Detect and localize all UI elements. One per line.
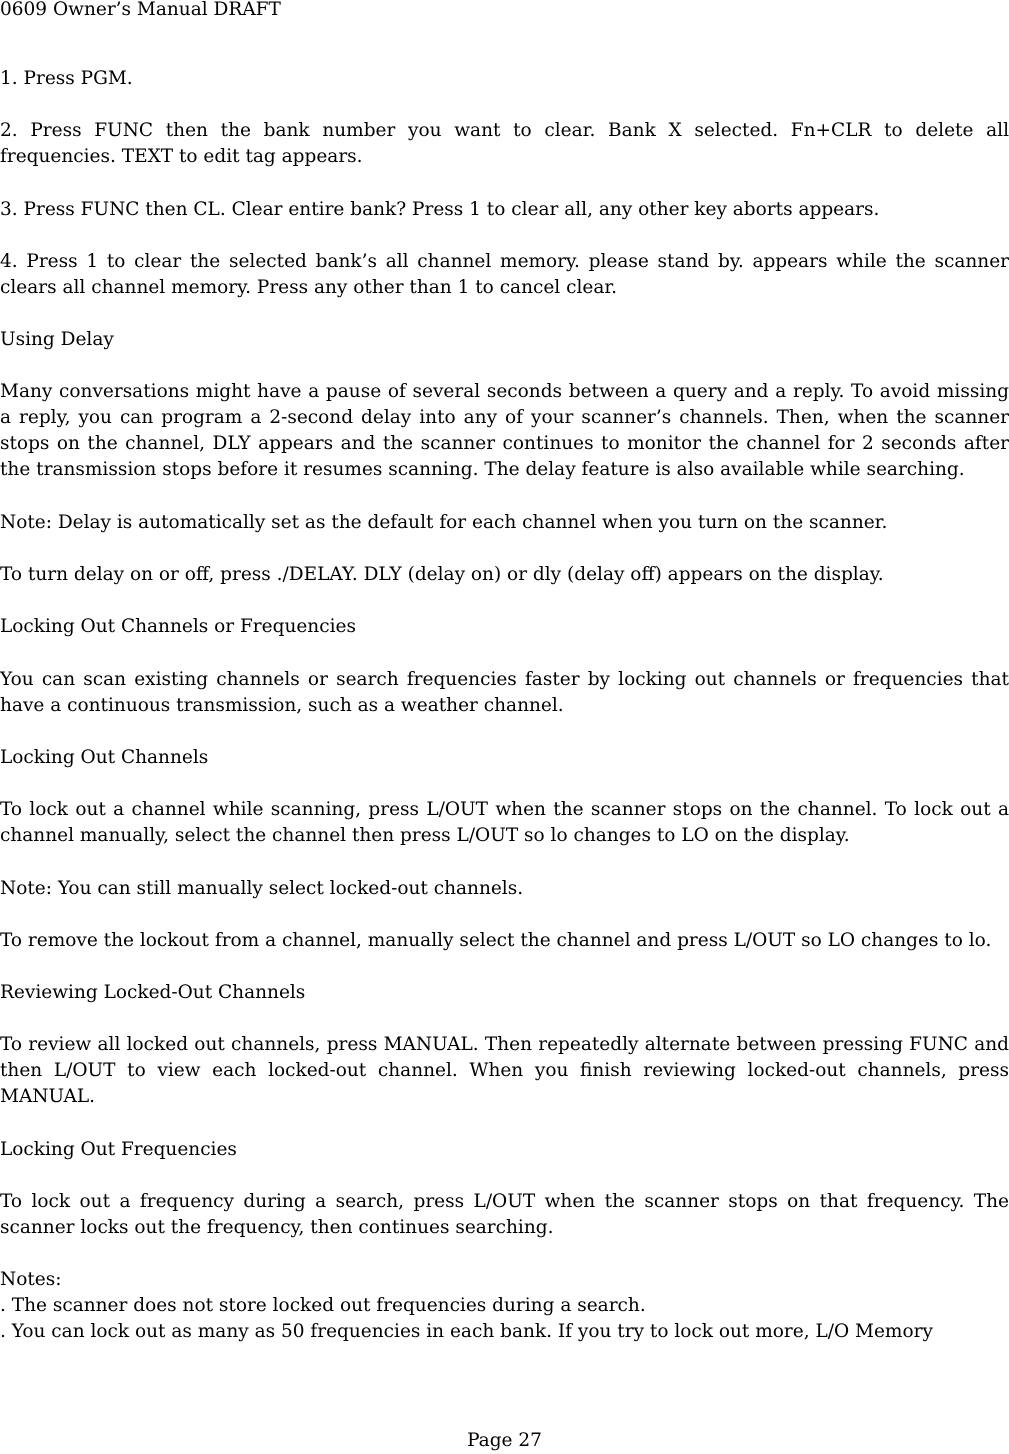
page-number: Page 27 [467,1430,542,1451]
locking-out-description: You can scan existing channels or search frequencies faster by locking out channels or frequencies that have a continuous transmission, such as a weather channel. [0,668,1009,716]
step-1: 1. Press PGM. [0,68,133,89]
section-heading-using-delay: Using Delay [0,329,114,351]
delay-description: Many conversations might have a pause of several seconds between a query and a reply. To avoid missing a reply, you can program a 2-second delay into any of your scanner’s channels. Then, when the scanner stops on the channel, DLY appears and the scanner continues to monitor the channel for 2 seconds after the transmission stops before it resumes scanning. The delay feature is also available while searching. [0,381,1009,481]
review-instruction: To review all locked out channels, press MANUAL. Then repeatedly alternate between pressing FUNC and then L/OUT to view each locked-out channel. When you finish reviewing locked-out channels, press MANUAL. [0,1034,1009,1108]
section-heading-locking-out: Locking Out Channels or Frequencies [0,616,356,638]
section-heading-locking-out-channels: Locking Out Channels [0,746,209,768]
lock-channel-instruction: To lock out a channel while scanning, press L/OUT when the scanner stops on the channel. To lock out a channel manually, select the channel then press L/OUT so lo changes to LO on the display. [0,799,1009,847]
section-heading-locking-out-frequencies: Locking Out Frequencies [0,1138,237,1160]
remove-lockout-instruction: To remove the lockout from a channel, manually select the channel and press L/OUT so LO changes to lo. [0,929,992,951]
step-2: 2. Press FUNC then the bank number you want to clear. Bank X selected. Fn+CLR to delete all frequencies. TEXT to edit tag appears. [0,120,1009,168]
notes-heading: Notes: [0,1269,62,1291]
lock-frequency-instruction: To lock out a frequency during a search, press L/OUT when the scanner stops on that frequency. The scanner locks out the frequency, then continues searching. [0,1191,1009,1239]
step-4: 4. Press 1 to clear the selected bank’s all channel memory. please stand by. appears while the scanner clears all channel memory. Press any other than 1 to cancel clear. [0,250,1009,298]
delay-default-note: Note: Delay is automatically set as the default for each channel when you turn on the scanner. [0,511,888,533]
document-header: 0609 Owner’s Manual DRAFT [0,0,281,20]
locked-channel-note: Note: You can still manually select locked-out channels. [0,877,524,899]
delay-toggle-instruction: To turn delay on or off, press ./DELAY. DLY (delay on) or dly (delay off) appears on the display. [0,564,884,586]
note-item: . You can lock out as many as 50 frequencies in each bank. If you try to lock out more, L/O Memory [0,1321,933,1343]
note-item: . The scanner does not store locked out frequencies during a search. [0,1295,646,1317]
section-heading-reviewing: Reviewing Locked-Out Channels [0,982,306,1004]
step-3: 3. Press FUNC then CL. Clear entire bank? Press 1 to clear all, any other key aborts appears. [0,198,880,220]
page-content [0,66,1009,1345]
